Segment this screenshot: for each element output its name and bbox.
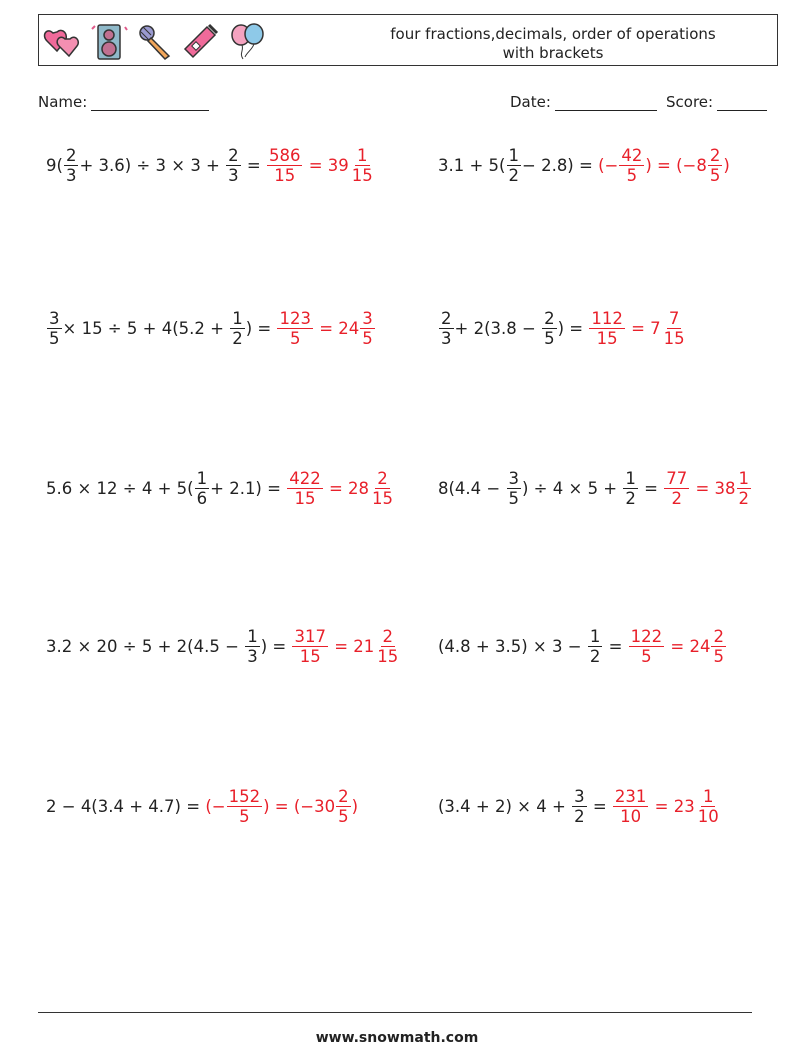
answer-mixed-whole: = 28	[328, 478, 370, 498]
expr-text: ) ÷ 4 × 5 +	[522, 478, 618, 498]
problem-7	[46, 627, 401, 666]
answer-mixed-fraction: $\frac{3}{5}$	[362, 309, 373, 348]
expr-text: × 15 ÷ 5 + 4(5.2 +	[62, 318, 224, 338]
problem-4	[438, 309, 688, 348]
problem-9	[46, 787, 358, 826]
answer-improper-fraction: $\frac{77}{2}$	[666, 469, 688, 508]
answer-improper-fraction: $\frac{112}{15}$	[591, 309, 623, 348]
title-line-2: with brackets	[502, 44, 604, 62]
worksheet-title	[343, 25, 763, 63]
answer-improper-fraction: $\frac{122}{5}$	[630, 627, 663, 666]
equals: =	[246, 155, 261, 175]
answer-mixed-whole: = 21	[334, 636, 375, 656]
date-field[interactable]	[510, 93, 657, 111]
title-line-1: four fractions,decimals, order of operations	[390, 25, 716, 43]
expr-text: + 3.6) ÷ 3 × 3 +	[79, 155, 220, 175]
expr-text: 5.6 × 12 ÷ 4 + 5(	[46, 478, 194, 498]
answer-improper-fraction: $\frac{231}{10}$	[614, 787, 647, 826]
answer-mixed-whole: = 7	[631, 318, 661, 338]
answer-mixed-fraction: $\frac{2}{5}$	[709, 146, 721, 185]
answer-mixed-whole: ) = (−30	[263, 796, 336, 816]
answer-mixed-whole: = 24	[670, 636, 711, 656]
fraction: $\frac{3}{5}$	[508, 469, 519, 508]
answer-improper-fraction: $\frac{152}{5}$	[228, 787, 261, 826]
expr-text: + 2(3.8 −	[454, 318, 536, 338]
answer-paren: )	[723, 155, 730, 175]
problem-5	[46, 469, 396, 508]
answer-paren: )	[351, 796, 359, 816]
expr-text: 9(	[46, 155, 63, 175]
fraction: $\frac{1}{2}$	[589, 627, 601, 666]
answer-mixed-fraction: $\frac{2}{15}$	[372, 469, 394, 508]
expr-text: ) =	[245, 318, 272, 338]
problem-8	[438, 627, 727, 666]
answer-improper-fraction: $\frac{42}{5}$	[621, 146, 643, 185]
problem-3	[46, 309, 376, 348]
date-label: Date:	[510, 93, 551, 111]
expr-text: (3.4 + 2) × 4 +	[438, 796, 566, 816]
answer-mixed-whole: = 39	[308, 155, 349, 175]
answer-mixed-whole: = 38	[695, 478, 736, 498]
expr-text: ) =	[260, 636, 287, 656]
name-label: Name:	[38, 93, 88, 111]
answer-mixed-fraction: $\frac{2}{5}$	[713, 627, 724, 666]
answer-improper-fraction: $\frac{317}{15}$	[294, 627, 326, 666]
microphone-icon	[135, 20, 175, 62]
answer-mixed-fraction: $\frac{2}{15}$	[377, 627, 399, 666]
fraction: $\frac{2}{3}$	[65, 146, 77, 185]
expr-text: 8(4.4 −	[438, 478, 501, 498]
champagne-bottle-icon	[181, 20, 221, 62]
expr-text: − 2.8) =	[522, 155, 593, 175]
hearts-icon	[43, 20, 83, 62]
answer-improper-fraction: $\frac{422}{15}$	[289, 469, 321, 508]
balloons-icon	[227, 20, 267, 62]
fraction: $\frac{3}{2}$	[574, 787, 585, 826]
fraction: $\frac{1}{2}$	[232, 309, 243, 348]
answer-mixed-fraction: $\frac{1}{2}$	[738, 469, 750, 508]
fraction: $\frac{2}{3}$	[441, 309, 452, 348]
expr-text: 3.2 × 20 ÷ 5 + 2(4.5 −	[46, 636, 239, 656]
score-blank[interactable]	[717, 96, 767, 111]
score-field[interactable]	[666, 93, 767, 111]
expr-text: 3.1 + 5(	[438, 155, 506, 175]
fraction: $\frac{2}{5}$	[544, 309, 555, 348]
name-blank[interactable]	[91, 96, 209, 111]
fraction: $\frac{1}{3}$	[247, 627, 258, 666]
fraction: $\frac{1}{2}$	[508, 146, 519, 185]
expr-text: ) =	[557, 318, 584, 338]
fraction: $\frac{1}{2}$	[625, 469, 636, 508]
answer-mixed-whole: = 24	[319, 318, 360, 338]
answer-paren: (−	[598, 155, 619, 175]
footer-divider	[38, 1012, 752, 1013]
problem-6	[438, 469, 752, 508]
date-blank[interactable]	[555, 96, 657, 111]
equals: =	[608, 636, 623, 656]
answer-improper-fraction: $\frac{123}{5}$	[279, 309, 311, 348]
answer-mixed-fraction: $\frac{1}{10}$	[697, 787, 719, 826]
problem-10	[438, 787, 722, 826]
answer-mixed-fraction: $\frac{2}{5}$	[338, 787, 349, 826]
problem-2	[438, 146, 730, 185]
answer-mixed-fraction: $\frac{7}{15}$	[663, 309, 685, 348]
answer-mixed-fraction: $\frac{1}{15}$	[351, 146, 373, 185]
equals: =	[592, 796, 607, 816]
expr-text: + 2.1) =	[210, 478, 281, 498]
worksheet-header	[38, 14, 778, 66]
footer-url[interactable]: www.snowmath.com	[315, 1030, 479, 1046]
score-label: Score:	[666, 93, 714, 111]
fraction: $\frac{2}{3}$	[228, 146, 239, 185]
answer-paren: (−	[205, 796, 226, 816]
equals: =	[644, 478, 658, 498]
answer-mixed-whole: = 23	[654, 796, 695, 816]
expr-text: (4.8 + 3.5) × 3 −	[438, 636, 582, 656]
answer-improper-fraction: $\frac{586}{15}$	[268, 146, 301, 185]
header-icons	[43, 19, 267, 63]
answer-mixed-whole: ) = (−8	[645, 155, 707, 175]
problem-1	[46, 146, 376, 185]
speaker-icon	[89, 20, 129, 62]
fraction: $\frac{3}{5}$	[49, 309, 60, 348]
expr-text: 2 − 4(3.4 + 4.7) =	[46, 796, 201, 816]
fraction: $\frac{1}{6}$	[196, 469, 208, 508]
name-field[interactable]	[38, 93, 209, 111]
